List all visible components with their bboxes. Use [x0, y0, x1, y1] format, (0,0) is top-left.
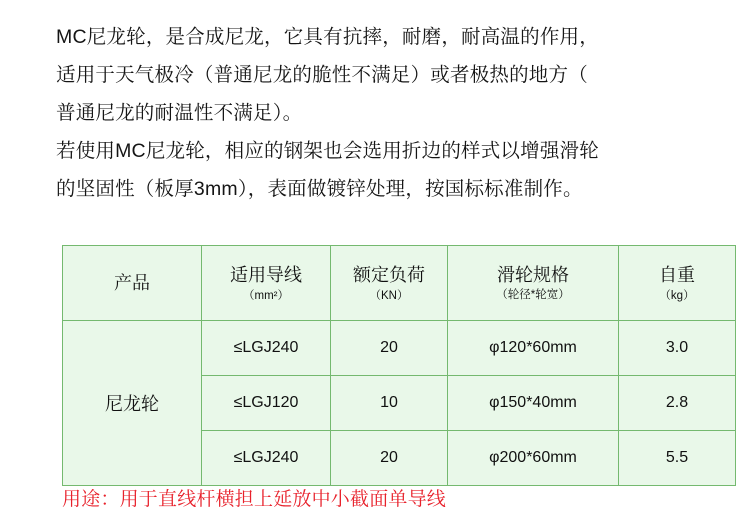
column-header-weight: [619, 246, 736, 321]
cell-product-name: 尼龙轮: [63, 321, 202, 486]
cell-load: 20: [331, 431, 448, 486]
intro-line-2: 适用于天气极冷（普通尼龙的脆性不满足）或者极热的地方（: [56, 64, 588, 86]
intro-line-4: 若使用MC尼龙轮，相应的钢架也会选用折边的样式以增强滑轮: [56, 140, 599, 162]
cell-pulley-spec: φ120*60mm: [448, 321, 619, 376]
cell-weight: 3.0: [619, 321, 736, 376]
intro-line-5: 的坚固性（板厚3mm），表面做镀锌处理，按国标标准制作。: [56, 178, 583, 200]
column-header-wire-title: 适用导线: [230, 264, 302, 285]
cell-wire: ≤LGJ240: [202, 321, 331, 376]
column-header-load: [331, 246, 448, 321]
column-header-pulley-spec-title: 滑轮规格: [497, 265, 569, 285]
column-header-load-title: 额定负荷: [353, 264, 425, 285]
column-header-wire: [202, 246, 331, 321]
table-header: [63, 246, 736, 321]
cell-load: 20: [331, 321, 448, 376]
intro-paragraph: [56, 18, 706, 208]
column-header-product: [63, 246, 202, 321]
specification-table: [62, 245, 736, 486]
table-body: [63, 321, 736, 486]
cell-weight: 2.8: [619, 376, 736, 431]
intro-line-3: 普通尼龙的耐温性不满足）。: [56, 102, 303, 124]
column-header-product-title: 产品: [114, 273, 150, 293]
cell-load: 10: [331, 376, 448, 431]
cell-pulley-spec: φ200*60mm: [448, 431, 619, 486]
cell-wire: ≤LGJ240: [202, 431, 331, 486]
column-header-pulley-spec: [448, 246, 619, 321]
table-row: [63, 321, 736, 376]
usage-note: 用途：用于直线杆横担上延放中小截面单导线: [62, 489, 447, 510]
column-header-pulley-spec-unit: （轮径*轮宽）: [496, 289, 570, 301]
table-header-row: [63, 246, 736, 321]
column-header-wire-unit: （mm²）: [243, 289, 289, 302]
cell-pulley-spec: φ150*40mm: [448, 376, 619, 431]
column-header-weight-unit: （kg）: [659, 289, 695, 302]
column-header-weight-title: 自重: [659, 264, 695, 285]
intro-line-1: MC尼龙轮，是合成尼龙，它具有抗摔，耐磨，耐高温的作用，: [56, 26, 599, 48]
column-header-load-unit: （KN）: [369, 289, 409, 302]
cell-wire: ≤LGJ120: [202, 376, 331, 431]
cell-weight: 5.5: [619, 431, 736, 486]
